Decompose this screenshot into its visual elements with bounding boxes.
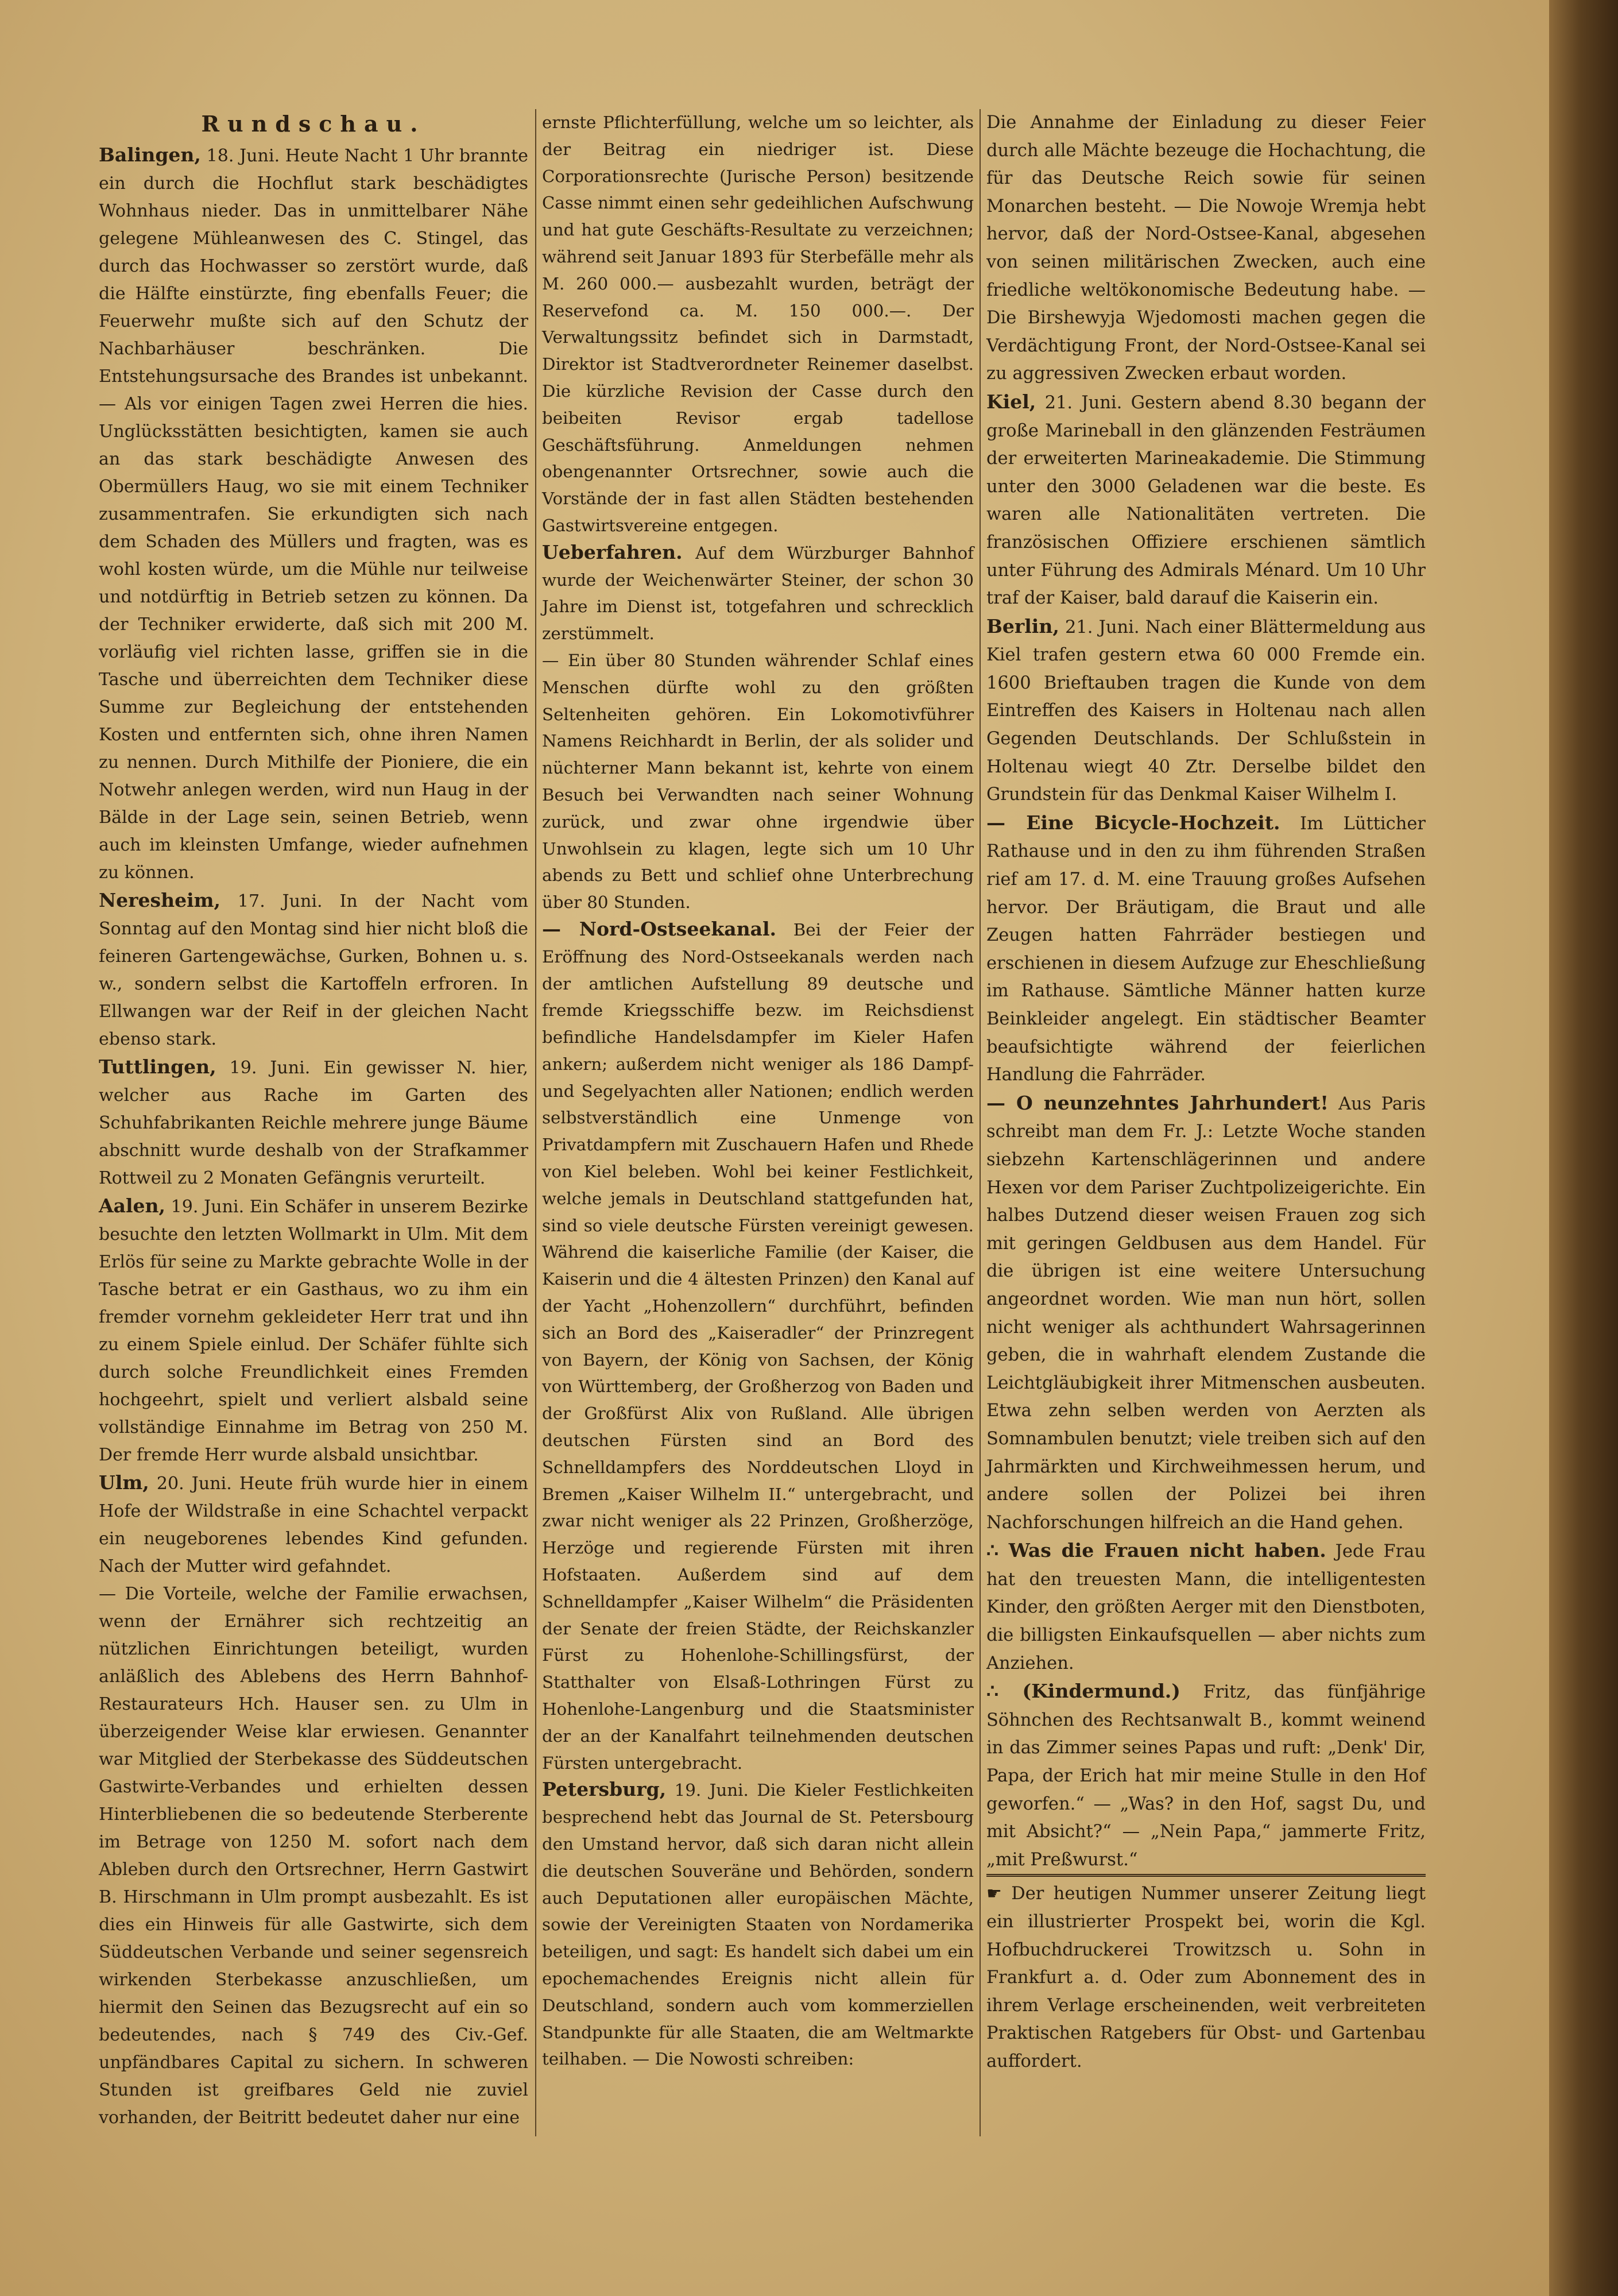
- article-heading: Petersburg,: [542, 1778, 667, 1801]
- article-heading: — O neunzehntes Jahrhundert!: [986, 1091, 1329, 1114]
- article-heading: Tuttlingen,: [99, 1056, 216, 1078]
- article-ulm: [99, 1469, 528, 1580]
- article-heading: Ueberfahren.: [542, 540, 683, 563]
- article-text: 18. Juni. Heute Nacht 1 Uhr brannte ein durch die Hochflut stark beschädigtes Wohnhaus nieder. Das in unmittelbarer Nähe gelegene Mühleanwesen des C. Stingel, das durch das Hochwasser so zerstört wurde, daß die Hälfte einstürzte, fing ebenfalls Feuer; die Feuerwehr mußte sich auf den Schutz der Nachbarhäuser beschränken. Die Entstehungsursache des Brandes ist unbekannt. — Als vor einigen Tagen zwei Herren die hies. Unglücksstätten besichtigten, kamen sie auch an das stark beschädigte Anwesen des Obermüllers Haug, wo sie mit einem Techniker zusammentrafen. Sie erkundigten sich nach dem Schaden des Müllers und fragten, was es wohl kosten würde, um die Mühle nur teilweise und notdürftig in Betrieb setzen zu können. Da der Techniker erwiderte, daß sich mit 200 M. vorläufig viel richten lasse, griffen sie in die Tasche und überreichten dem Techniker diese Summe zur Begleichung der entstehenden Kosten und entfernten sich, ohne ihren Namen zu nennen. Durch Mithilfe der Pioniere, die ein Notwehr anlegen werden, wird nun Haug in der Bälde in der Lage sein, seinen Betrieb, wenn auch im kleinsten Umfange, wieder aufnehmen zu können.: [99, 146, 528, 883]
- article-text: 19. Juni. Die Kieler Festlichkeiten besprechend hebt das Journal de St. Petersbourg den Umstand hervor, daß sich daran nicht allein die deutschen Souveräne und Behörden, sondern auch Deputationen aller europäischen Mächte, sowie der Vereinigten Staaten von Nordamerika beteiligen, und sagt: Es handelt sich dabei um ein epochemachendes Ereignis nicht allein für Deutschland, sondern auch vom kommerziellen Standpunkte für alle Staaten, die am Weltmarkte teilhaben. — Die Nowosti schreiben:: [542, 1780, 974, 2069]
- advertisement-text: Der heutigen Nummer unserer Zeitung liegt ein illustrierter Prospekt bei, worin die Kgl. Hofbuchdruckerei Trowitzsch u. Sohn in Frankfurt a. d. Oder zum Abonnement des in ihrem Verlage erscheinenden, weit verbreiteten Praktischen Ratgebers für Obst- und Gartenbau auffordert.: [986, 1884, 1426, 2071]
- article-text: 21. Juni. Nach einer Blättermeldung aus Kiel trafen gestern etwa 60 000 Fremde ein. 1600 Brieftauben tragen die Kunde von dem Eintreffen des Kaisers in Holtenau nach allen Gegenden Deutschlands. Der Schlußstein in Holtenau wiegt 40 Ztr. Derselbe bildet den Grundstein für das Denkmal Kaiser Wilhelm I.: [986, 617, 1426, 805]
- article-text: 21. Juni. Gestern abend 8.30 begann der große Marineball in den glänzenden Festräumen der erweiterten Marineakademie. Die Stimmung unter den 3000 Geladenen war die beste. Es waren alle Nationalitäten vertreten. Die französischen Offiziere erschienen sämtlich unter Führung des Admirals Ménard. Um 10 Uhr traf der Kaiser, bald darauf die Kaiserin ein.: [986, 392, 1426, 609]
- article-text: Bei der Feier der Eröffnung des Nord-Ostseekanals werden nach der amtlichen Aufstellung 89 deutsche und fremde Kriegsschiffe bezw. im Reichsdienst befindliche Handelsdampfer im Kieler Hafen ankern; außerdem nicht weniger als 186 Dampf- und Segelyachten aller Nationen; endlich werden selbstverständlich eine Unmenge von Privatdampfern mit Zuschauern Hafen und Rhede von Kiel beleben. Wohl bei keiner Festlichkeit, welche jemals in Deutschland stattgefunden hat, sind so viele deutsche Fürsten vereinigt gewesen. Während die kaiserliche Familie (der Kaiser, die Kaiserin und die 4 ältesten Prinzen) den Kanal auf der Yacht „Hohenzollern“ durchführt, befinden sich an Bord des „Kaiseradler“ der Prinzregent von Bayern, der König von Sachsen, der König von Württemberg, der Großherzog von Baden und der Großfürst Alix von Rußland. Alle übrigen deutschen Fürsten sind an Bord des Schnelldampfers des Norddeutschen Lloyd in Bremen „Kaiser Wilhelm II.“ untergebracht, und zwar nicht weniger als 22 Prinzen, Großherzöge, Herzöge und regierende Fürsten mit ihren Hofstaaten. Außerdem sind auf dem Schnelldampfer „Kaiser Wilhelm“ die Präsidenten der Senate der freien Städte, der Reichskanzler Fürst zu Hohenlohe-Schillingsfürst, der Statthalter von Elsaß-Lothringen Fürst zu Hohenlohe-Langenburg und die Staatsminister der an der Kanalfahrt teilnehmenden deutschen Fürsten untergebracht.: [542, 919, 974, 1773]
- article-heading: Balingen,: [99, 144, 201, 166]
- column-rule-1: [535, 109, 536, 2136]
- article-text: Im Lütticher Rathause und in den zu ihm führenden Straßen rief am 17. d. M. eine Trauung großes Aufsehen hervor. Der Bräutigam, die Braut und alle Zeugen hatten Fahrräder bestiegen und erschienen in diesem Aufzuge zur Eheschließung im Rathause. Sämtliche Männer hatten kurze Beinkleider angelegt. Ein städtischer Beamter beaufsichtigte während der feierlichen Handlung die Fahrräder.: [986, 813, 1426, 1085]
- article-text: Aus Paris schreibt man dem Fr. J.: Letzte Woche standen siebzehn Kartenschlägerinnen und andere Hexen vor dem Pariser Zuchtpolizeigerichte. Ein halbes Dutzend dieser weisen Frauen zog sich mit geringen Geldbusen aus dem Handel. Für die übrigen ist eine weitere Untersuchung angeordnet worden. Wie man nun hört, sollen nicht weniger als achthundert Wahrsagerinnen geben, die in wahrhaft elendem Zustande die Leichtgläubigkeit ihrer Mitmenschen ausbeuten. Etwa zehn selben werden von Aerzten als Somnambulen benutzt; viele treiben sich auf den Jahrmärkten und Kirchweihmessen herum, und andere sollen der Polizei bei ihren Nachforschungen hilfreich an die Hand gehen.: [986, 1093, 1426, 1533]
- column-2: [542, 109, 974, 2073]
- book-binding-edge: [1549, 0, 1618, 2296]
- article-heading: — Nord-Ostseekanal.: [542, 917, 776, 940]
- article-jahrhundert: [986, 1089, 1426, 1537]
- article-tuttlingen: [99, 1053, 528, 1192]
- article-heading: ∴ Was die Frauen nicht haben.: [986, 1539, 1326, 1562]
- article-text: 19. Juni. Ein gewisser N. hier, welcher aus Rache im Garten des Schuhfabrikanten Reichle mehrere junge Bäume abschnitt wurde deshalb von der Strafkammer Rottweil zu 2 Monaten Gefängnis verurteilt.: [99, 1058, 528, 1188]
- article-nord-ostseekanal: [542, 916, 974, 1777]
- article-heading: Kiel,: [986, 390, 1036, 413]
- article-heading: Ulm,: [99, 1471, 149, 1494]
- article-balingen: [99, 141, 528, 887]
- article-text: Jede Frau hat den treuesten Mann, die intelligentesten Kinder, den größten Aerger mit den Dienstboten, die billigsten Einkaufsquellen — aber nichts zum Anziehen.: [986, 1541, 1426, 1673]
- column-3: [986, 109, 1426, 2076]
- article-text: 20. Juni. Heute früh wurde hier in einem Hofe der Wildstraße in eine Schachtel verpackt ein neugeborenes lebendes Kind gefunden. Nach der Mutter wird gefahndet.: [99, 1474, 528, 1576]
- section-title: Rundschau.: [201, 111, 426, 137]
- article-kindermund: [986, 1677, 1426, 1874]
- article-petersburg-continued: Die Annahme der Einladung zu dieser Feier durch alle Mächte bezeuge die Hochachtung, die für das Deutsche Reich sowie für seinen Monarchen besteht. — Die Nowoje Wremja hebt hervor, daß der Nord-Ostsee-Kanal, abgesehen von seinen militärischen Zwecken, auch eine friedliche weltökonomische Bedeutung habe. — Die Birshewyja Wjedomosti machen gegen die Verdächtigung Front, der Nord-Ostsee-Kanal sei zu aggressiven Zwecken erbaut worden.: [986, 113, 1426, 384]
- column-1: [99, 109, 528, 2132]
- article-text: Fritz, das fünfjährige Söhnchen des Rechtsanwalt B., kommt weinend in das Zimmer seines Papas und ruft: „Denk' Dir, Papa, der Erich hat mir meine Stulle in den Hof geworfen.“ — „Was? in den Hof, sagst Du, und mit Absicht?“ — „Nein Papa,“ jammerte Fritz, „mit Preßwurst.“: [986, 1682, 1426, 1870]
- article-petersburg: [542, 1776, 974, 2073]
- article-text: 17. Juni. In der Nacht vom Sonntag auf den Montag sind hier nicht bloß die feineren Gartengewächse, Gurken, Bohnen u. s. w., sondern selbst die Kartoffeln erfroren. In Ellwangen war der Reif in der gleichen Nacht ebenso stark.: [99, 891, 528, 1049]
- article-heading: Neresheim,: [99, 889, 221, 911]
- article-berlin: [986, 613, 1426, 809]
- article-sterbekasse: — Die Vorteile, welche der Familie erwachsen, wenn der Ernährer sich rechtzeitig an nützlichen Einrichtungen beteiligt, wurden anläßlich des Ablebens des Herrn Bahnhof-Restaurateurs Hch. Hauser sen. zu Ulm in überzeigender Weise klar erwiesen. Genannter war Mitglied der Sterbekasse des Süddeutschen Gastwirte-Verbandes und erhielten dessen Hinterbliebenen die so bedeutende Sterberente im Betrage von 1250 M. sofort nach dem Ableben durch den Ortsrechner, Herrn Gastwirt B. Hirschmann in Ulm prompt ausbezahlt. Es ist dies ein Hinweis für alle Gastwirte, sich dem Süddeutschen Verbande und seiner segensreich wirkenden Sterbekasse anzuschließen, um hiermit den Seinen das Bezugsrecht auf ein so bedeutendes, nach § 749 des Civ.-Gef. unpfändbares Capital zu sichern. In schweren Stunden ist greifbares Geld nie zuviel vorhanden, der Beitritt bedeutet daher nur eine: [99, 1584, 528, 2128]
- article-kiel: [986, 388, 1426, 613]
- article-text: 19. Juni. Ein Schäfer in unserem Bezirke besuchte den letzten Wollmarkt in Ulm. Mit dem Erlös für seine zu Markte gebrachte Wolle in der Tasche betrat er ein Gasthaus, wo zu ihm ein fremder vornehm gekleideter Herr trat und ihn zu einem Spiele einlud. Der Schäfer fühlte sich durch solche Freundlichkeit eines Fremden hochgeehrt, spielt und verliert alsbald seine vollständige Einnahme im Betrag von 250 M. Der fremde Herr wurde alsbald unsichtbar.: [99, 1197, 528, 1465]
- article-frauen: [986, 1537, 1426, 1677]
- article-sterbekasse-continued: ernste Pflichterfüllung, welche um so leichter, als der Beitrag ein niedriger ist. Diese Corporationsrechte (Jurische Person) besitzende Casse nimmt einen sehr gedeihlichen Aufschwung und hat gute Geschäfts-Resultate zu verzeichnen; während seit Januar 1893 für Sterbefälle mehr als M. 260 000.— ausbezahlt wurden, beträgt der Reservefond ca. M. 150 000.—. Der Verwaltungssitz befindet sich in Darmstadt, Direktor ist Stadtverordneter Reinemer daselbst. Die kürzliche Revision der Casse durch den beibeiten Revisor ergab tadellose Geschäftsführung. Anmeldungen nehmen obengenannter Ortsrechner, sowie auch die Vorstände der in fast allen Städten bestehenden Gastwirtsvereine entgegen.: [542, 113, 974, 535]
- article-aalen: [99, 1192, 528, 1469]
- article-text: Auf dem Würzburger Bahnhof wurde der Weichenwärter Steiner, der schon 30 Jahre im Dienst ist, totgefahren und schrecklich zerstümmelt.: [542, 543, 974, 644]
- advertisement-notice: [986, 1874, 1426, 2075]
- article-bicycle-hochzeit: [986, 809, 1426, 1089]
- article-neresheim: [99, 887, 528, 1053]
- article-heading: — Eine Bicycle-Hochzeit.: [986, 811, 1280, 834]
- article-heading: Aalen,: [99, 1195, 165, 1217]
- pointing-hand-icon: ☛: [986, 1884, 1002, 1904]
- column-rule-2: [980, 109, 981, 2136]
- article-ueberfahren: [542, 539, 974, 647]
- article-schlaf: — Ein über 80 Stunden währender Schlaf eines Menschen dürfte wohl zu den größten Seltenheiten gehören. Ein Lokomotivführer Namens Reichhardt in Berlin, der als solider und nüchterner Mann bekannt ist, kehrte von einem Besuch bei Verwandten nach seiner Wohnung zurück, und zwar ohne irgendwie über Unwohlsein zu klagen, legte sich um 10 Uhr abends zu Bett und schlief ohne Unterbrechung über 80 Stunden.: [542, 650, 974, 913]
- article-heading: ∴ (Kindermund.): [986, 1680, 1180, 1703]
- article-heading: Berlin,: [986, 614, 1059, 637]
